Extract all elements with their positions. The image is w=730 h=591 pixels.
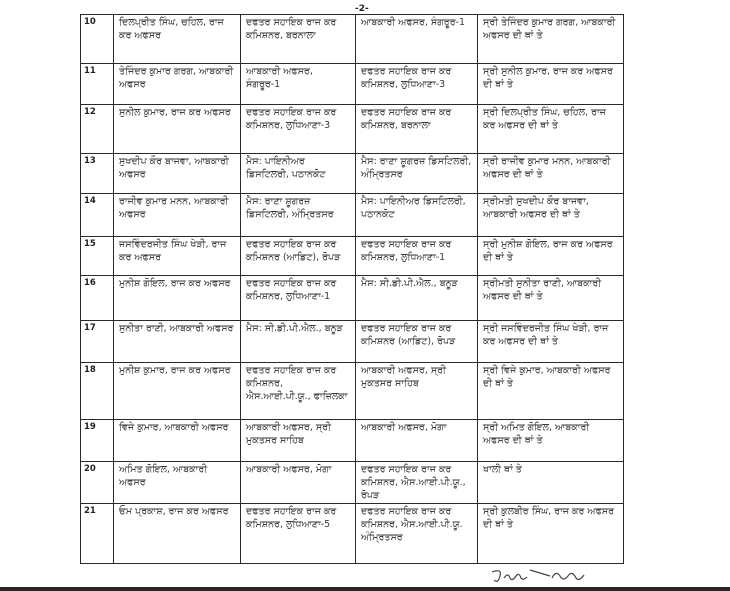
officer-name: ਸੁਖਦੀਪ ਕੌਰ ਬਾਜਵਾ, ਆਬਕਾਰੀ ਅਫਸਰ xyxy=(114,154,241,194)
posted-to: ਦਫਤਰ ਸਹਾਇਕ ਰਾਜ ਕਰ ਕਮਿਸ਼ਨਰ, ਬਰਨਾਲਾ xyxy=(356,105,478,154)
table-row xyxy=(81,504,624,564)
posted-from: ਦਫਤਰ ਸਹਾਇਕ ਰਾਜ ਕਰ ਕਮਿਸ਼ਨਰ, ਲੁਧਿਆਣਾ-3 xyxy=(241,105,356,154)
posted-from: ਦਫਤਰ ਸਹਾਇਕ ਰਾਜ ਕਰ ਕਮਿਸ਼ਨਰ, ਬਰਨਾਲਾ xyxy=(241,15,356,64)
posted-from: ਮੈਸ: ਰਾਣਾ ਸ਼ੂਗਰਜ਼ ਡਿਸਟਿਲਰੀ, ਅੰਮ੍ਰਿਤਸਰ xyxy=(241,194,356,237)
posted-from: ਮੈਸ: ਸੀ.ਡੀ.ਪੀ.ਐਲ., ਬਨੂੜ xyxy=(241,321,356,363)
officer-name: ਤੇਜਿੰਦਰ ਕੁਮਾਰ ਗਰਗ, ਆਬਕਾਰੀ ਅਫਸਰ xyxy=(114,64,241,105)
table-row xyxy=(81,462,624,504)
posted-from: ਮੈਸ: ਪਾਇਨੀਅਰ ਡਿਸਟਿਲਰੀ, ਪਠਾਨਕੋਟ xyxy=(241,154,356,194)
posted-from: ਦਫਤਰ ਸਹਾਇਕ ਰਾਜ ਕਰ ਕਮਿਸ਼ਨਰ, ਐਸ.ਆਈ.ਪੀ.ਯੂ., ਫਾਜ਼ਿਲਕਾ xyxy=(241,363,356,420)
row-number: 11 xyxy=(81,64,114,105)
vice-position: ਸ੍ਰੀ ਤੇਜਿੰਦਰ ਕੁਮਾਰ ਗਰਗ, ਆਬਕਾਰੀ ਅਫਸਰ ਦੀ ਥਾਂ ਤੇ xyxy=(478,15,624,64)
posted-to: ਮੈਸ: ਪਾਇਨੀਅਰ ਡਿਸਟਿਲਰੀ, ਪਠਾਨਕੋਟ xyxy=(356,194,478,237)
posted-from: ਦਫਤਰ ਸਹਾਇਕ ਰਾਜ ਕਰ ਕਮਿਸ਼ਨਰ (ਆਡਿਟ), ਰੋਪੜ xyxy=(241,237,356,276)
vice-position: ਸ੍ਰੀ ਦਿਲਪ੍ਰੀਤ ਸਿੰਘ, ਚਹਿਲ, ਰਾਜ ਕਰ ਅਫਸਰ ਦੀ ਥਾਂ ਤੇ xyxy=(478,105,624,154)
table-row xyxy=(81,15,624,64)
vice-position: ਸ੍ਰੀਮਤੀ ਸੁਖਦੀਪ ਕੌਰ ਬਾਜਵਾ, ਆਬਕਾਰੀ ਅਫਸਰ ਦੀ ਥਾਂ ਤੇ xyxy=(478,194,624,237)
posted-from: ਦਫਤਰ ਸਹਾਇਕ ਰਾਜ ਕਰ ਕਮਿਸ਼ਨਰ, ਲੁਧਿਆਣਾ-5 xyxy=(241,504,356,564)
posted-to: ਦਫਤਰ ਸਹਾਇਕ ਰਾਜ ਕਰ ਕਮਿਸ਼ਨਰ, ਲੁਧਿਆਣਾ-1 xyxy=(356,237,478,276)
transfer-table xyxy=(80,14,624,564)
vice-position: ਸ੍ਰੀ ਜਸਵਿੰਦਰਜੀਤ ਸਿੰਘ ਖੇੜੀ, ਰਾਜ ਕਰ ਅਫਸਰ ਦੀ ਥਾਂ ਤੇ xyxy=(478,321,624,363)
posted-to: ਦਫਤਰ ਸਹਾਇਕ ਰਾਜ ਕਰ ਕਮਿਸ਼ਨਰ, ਐਸ.ਆਈ.ਪੀ.ਯੂ. ਅੰਮ੍ਰਿਤਸਰ xyxy=(356,504,478,564)
officer-name: ਮੁਨੀਸ਼ ਕੁਮਾਰ, ਰਾਜ ਕਰ ਅਫਸਰ xyxy=(114,363,241,420)
officer-name: ਓਮ ਪ੍ਰਕਾਸ਼, ਰਾਜ ਕਰ ਅਫਸਰ xyxy=(114,504,241,564)
row-number: 17 xyxy=(81,321,114,363)
row-number: 20 xyxy=(81,462,114,504)
posted-to: ਦਫਤਰ ਸਹਾਇਕ ਰਾਜ ਕਰ ਕਮਿਸ਼ਨਰ (ਆਡਿਟ), ਰੋਪੜ xyxy=(356,321,478,363)
posted-to: ਆਬਕਾਰੀ ਅਫਸਰ, ਮੋਗਾ xyxy=(356,420,478,462)
officer-name: ਰਾਜੀਵ ਕੁਮਾਰ ਮਨਨ, ਆਬਕਾਰੀ ਅਫਸਰ xyxy=(114,194,241,237)
signature xyxy=(490,566,600,588)
table-row xyxy=(81,194,624,237)
row-number: 19 xyxy=(81,420,114,462)
officer-name: ਵਿਜੇ ਕੁਮਾਰ, ਆਬਕਾਰੀ ਅਫਸਰ xyxy=(114,420,241,462)
table-row xyxy=(81,420,624,462)
posted-from: ਆਬਕਾਰੀ ਅਫਸਰ, ਮੋਗਾ xyxy=(241,462,356,504)
posted-from: ਆਬਕਾਰੀ ਅਫਸਰ, ਸ੍ਰੀ ਮੁਕਤਸਰ ਸਾਹਿਬ xyxy=(241,420,356,462)
row-number: 16 xyxy=(81,276,114,321)
table-row xyxy=(81,363,624,420)
vice-position: ਸ੍ਰੀਮਤੀ ਸੁਨੀਤਾ ਰਾਣੀ, ਆਬਕਾਰੀ ਅਫਸਰ ਦੀ ਥਾਂ ਤੇ xyxy=(478,276,624,321)
posted-to: ਦਫਤਰ ਸਹਾਇਕ ਰਾਜ ਕਰ ਕਮਿਸ਼ਨਰ, ਐਸ.ਆਈ.ਪੀ.ਯੂ., ਰੋਪੜ xyxy=(356,462,478,504)
page-number: -2- xyxy=(355,4,369,14)
row-number: 10 xyxy=(81,15,114,64)
officer-name: ਜਸਵਿੰਦਰਜੀਤ ਸਿੰਘ ਖੇੜੀ, ਰਾਜ ਕਰ ਅਫਸਰ xyxy=(114,237,241,276)
vice-position: ਸ੍ਰੀ ਰਾਜੀਵ ਕੁਮਾਰ ਮਨਨ, ਆਬਕਾਰੀ ਅਫਸਰ ਦੀ ਥਾਂ ਤੇ xyxy=(478,154,624,194)
row-number: 13 xyxy=(81,154,114,194)
table-row xyxy=(81,237,624,276)
table-row xyxy=(81,64,624,105)
posted-to: ਆਬਕਾਰੀ ਅਫਸਰ, ਸ੍ਰੀ ਮੁਕਤਸਰ ਸਾਹਿਬ xyxy=(356,363,478,420)
row-number: 14 xyxy=(81,194,114,237)
posted-to: ਆਬਕਾਰੀ ਅਫਸਰ, ਸੰਗਰੂਰ-1 xyxy=(356,15,478,64)
officer-name: ਸੁਨੀਤਾ ਰਾਣੀ, ਆਬਕਾਰੀ ਅਫਸਰ xyxy=(114,321,241,363)
officer-name: ਮੁਨੀਸ਼ ਗੋਇਲ, ਰਾਜ ਕਰ ਅਫਸਰ xyxy=(114,276,241,321)
vice-position: ਖਾਲੀ ਥਾਂ ਤੇ xyxy=(478,462,624,504)
vice-position: ਸ੍ਰੀ ਕੁਲਬੀਰ ਸਿੰਘ, ਰਾਜ ਕਰ ਅਫਸਰ ਦੀ ਥਾਂ ਤੇ xyxy=(478,504,624,564)
table-row xyxy=(81,321,624,363)
posted-from: ਆਬਕਾਰੀ ਅਫਸਰ, ਸੰਗਰੂਰ-1 xyxy=(241,64,356,105)
officer-name: ਅਮਿਤ ਗੋਇਲ, ਆਬਕਾਰੀ ਅਫਸਰ xyxy=(114,462,241,504)
posted-to: ਦਫਤਰ ਸਹਾਇਕ ਰਾਜ ਕਰ ਕਮਿਸ਼ਨਰ, ਲੁਧਿਆਣਾ-3 xyxy=(356,64,478,105)
row-number: 21 xyxy=(81,504,114,564)
row-number: 15 xyxy=(81,237,114,276)
posted-to: ਮੈਸ: ਰਾਣਾ ਸ਼ੂਗਰਜ਼ ਡਿਸਟਿਲਰੀ, ਅੰਮ੍ਰਿਤਸਰ xyxy=(356,154,478,194)
table-row xyxy=(81,105,624,154)
row-number: 12 xyxy=(81,105,114,154)
officer-name: ਦਿਲਪ੍ਰੀਤ ਸਿੰਘ, ਚਹਿਲ, ਰਾਜ ਕਰ ਅਫਸਰ xyxy=(114,15,241,64)
scan-edge xyxy=(0,587,730,591)
row-number: 18 xyxy=(81,363,114,420)
posted-from: ਦਫਤਰ ਸਹਾਇਕ ਰਾਜ ਕਰ ਕਮਿਸ਼ਨਰ, ਲੁਧਿਆਣਾ-1 xyxy=(241,276,356,321)
officer-name: ਸੁਨੀਲ ਕੁਮਾਰ, ਰਾਜ ਕਰ ਅਫਸਰ xyxy=(114,105,241,154)
vice-position: ਸ੍ਰੀ ਅਮਿਤ ਗੋਇਲ, ਆਬਕਾਰੀ ਅਫਸਰ ਦੀ ਥਾਂ ਤੇ xyxy=(478,420,624,462)
vice-position: ਸ੍ਰੀ ਮੁਨੀਸ਼ ਗੋਇਲ, ਰਾਜ ਕਰ ਅਫਸਰ ਦੀ ਥਾਂ ਤੇ xyxy=(478,237,624,276)
table-row xyxy=(81,154,624,194)
posted-to: ਮੈਸ: ਸੀ.ਡੀ.ਪੀ.ਐਲ., ਬਨੂੜ xyxy=(356,276,478,321)
vice-position: ਸ੍ਰੀ ਵਿਜੇ ਕੁਮਾਰ, ਆਬਕਾਰੀ ਅਫਸਰ ਦੀ ਥਾਂ ਤੇ xyxy=(478,363,624,420)
vice-position: ਸ੍ਰੀ ਸੁਨੀਲ ਕੁਮਾਰ, ਰਾਜ ਕਰ ਅਫਸਰ ਦੀ ਥਾਂ ਤੇ xyxy=(478,64,624,105)
table-row xyxy=(81,276,624,321)
